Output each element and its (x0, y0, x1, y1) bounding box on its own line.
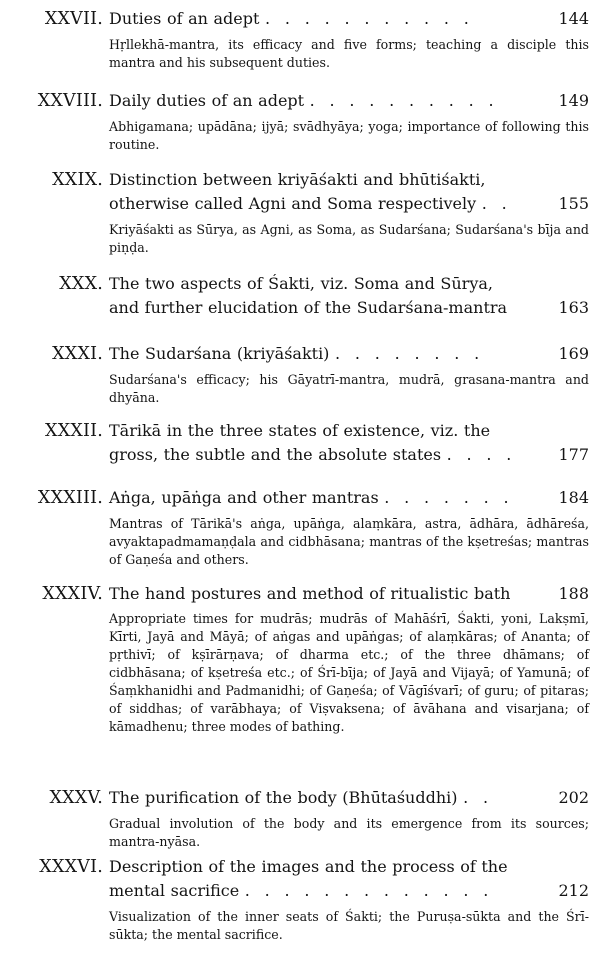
chapter-title-text: otherwise called Agni and Soma respectively (109, 194, 477, 213)
leader-dots: . . . . . . . . . . (309, 91, 499, 110)
chapter-title (109, 7, 589, 31)
chapter-title (109, 855, 589, 903)
chapter-title-text: Daily duties of an adept (109, 91, 305, 110)
page-number: 144 (558, 9, 589, 28)
chapter-summary: Visualization of the inner seats of Śakti; the Puruṣa-sūkta and the Śrī-sūkta; the mental sacrifice. (109, 909, 589, 942)
chapter-number: XXX. (59, 274, 103, 294)
chapter-title-text: Distinction between kriyāśakti and bhūtiśakti, (109, 170, 486, 189)
chapter-title (109, 342, 589, 366)
page-number: 202 (558, 788, 589, 807)
chapter-title (109, 786, 589, 810)
chapter-number: XXXVI. (39, 857, 103, 877)
page-number: 149 (558, 91, 589, 110)
chapter-summary: Abhigamana; upādāna; ijyā; svādhyāya; yoga; importance of following this routine. (109, 119, 589, 152)
chapter-number: XXVII. (44, 9, 103, 29)
chapter-summary: Hṛllekhā-mantra, its efficacy and five forms; teaching a disciple this mantra and his subsequent duties. (109, 37, 589, 70)
chapter-title (109, 168, 589, 216)
leader-dots: . . (463, 788, 493, 807)
leader-dots: . . . . . . . . (335, 344, 484, 363)
chapter-summary: Sudarśana's efficacy; his Gāyatrī-mantra, mudrā, grasana-mantra and dhyāna. (109, 372, 589, 405)
chapter-title-text: and further elucidation of the Sudarśana-mantra (109, 298, 508, 317)
leader-dots: . . . . . . . . . . . (265, 9, 474, 28)
chapter-title (109, 582, 589, 606)
chapter-title (109, 89, 589, 113)
chapter-summary: Mantras of Tārikā's aṅga, upāṅga, alaṃkāra, astra, ādhāra, ādhāreśa, avyaktapadmamaṇḍala and cidbhāsana; mantras of the kṣetreśas; mantras of Gaṇeśa and others. (109, 516, 589, 567)
chapter-number: XXIX. (52, 170, 103, 190)
chapter-summary: Gradual involution of the body and its emergence from its sources; mantra-nyāsa. (109, 816, 589, 849)
chapter-title-text: Tārikā in the three states of existence, viz. the (109, 421, 491, 440)
chapter-title-text: Description of the images and the process of the (109, 857, 508, 876)
chapter-number: XXXII. (45, 421, 103, 441)
chapter-number: XXXIV. (42, 584, 103, 604)
chapter-number: XXVIII. (37, 91, 103, 111)
page-number: 188 (558, 584, 589, 603)
chapter-title-text: mental sacrifice (109, 881, 240, 900)
leader-dots: . . (481, 194, 512, 213)
chapter-title-text: gross, the subtle and the absolute states (109, 445, 442, 464)
chapter-title-text: The hand postures and method of ritualistic bath (109, 584, 511, 603)
page-number: 155 (558, 194, 589, 213)
leader-dots: . . . . . . . . . . . . . (244, 881, 493, 900)
chapter-title-text: Aṅga, upāṅga and other mantras (109, 488, 379, 507)
page-number: 177 (558, 445, 589, 464)
chapter-title (109, 419, 589, 467)
chapter-title-text: The purification of the body (Bhūtaśuddhi) (109, 788, 458, 807)
page-number: 212 (558, 881, 589, 900)
chapter-summary: Appropriate times for mudrās; mudrās of Mahāśrī, Śakti, yoni, Lakṣmī, Kīrti, Jayā and Māyā; of aṅgas and upāṅgas; of alaṃkāras; of Ananta; of pṛthivī; of kṣīrārṇava; of dharma etc.; of the three dhāmans; of cidbhāsana; of kṣetreśa etc.; of Śrī-bīja; of Jayā and Vijayā; of Yamunā; of Śaṃkhanidhi and Padmanidhi; of Gaṇeśa; of Vāgīśvarī; of guru; of pitaras; of siddhas; of varābhaya; of Viṣvaksena; of āvāhana and visarjana; of kāmadhenu; three modes of bathing. (109, 611, 589, 734)
chapter-number: XXXI. (52, 344, 103, 364)
chapter-title-text: The two aspects of Śakti, viz. Soma and Sūrya, (109, 274, 493, 293)
chapter-title-text: Duties of an adept (109, 9, 260, 28)
chapter-title (109, 272, 589, 320)
chapter-number: XXXV. (49, 788, 103, 808)
chapter-number: XXXIII. (37, 488, 103, 508)
leader-dots: . . . . (446, 445, 516, 464)
chapter-title-text: The Sudarśana (kriyāśakti) (109, 344, 330, 363)
page-number: 169 (558, 344, 589, 363)
page-number: 184 (558, 488, 589, 507)
chapter-summary: Kriyāśakti as Sūrya, as Agni, as Soma, as Sudarśana; Sudarśana's bīja and piṇḍa. (109, 222, 589, 255)
page-number: 163 (558, 298, 589, 317)
chapter-title (109, 486, 589, 510)
leader-dots: . . . . . . . (384, 488, 514, 507)
